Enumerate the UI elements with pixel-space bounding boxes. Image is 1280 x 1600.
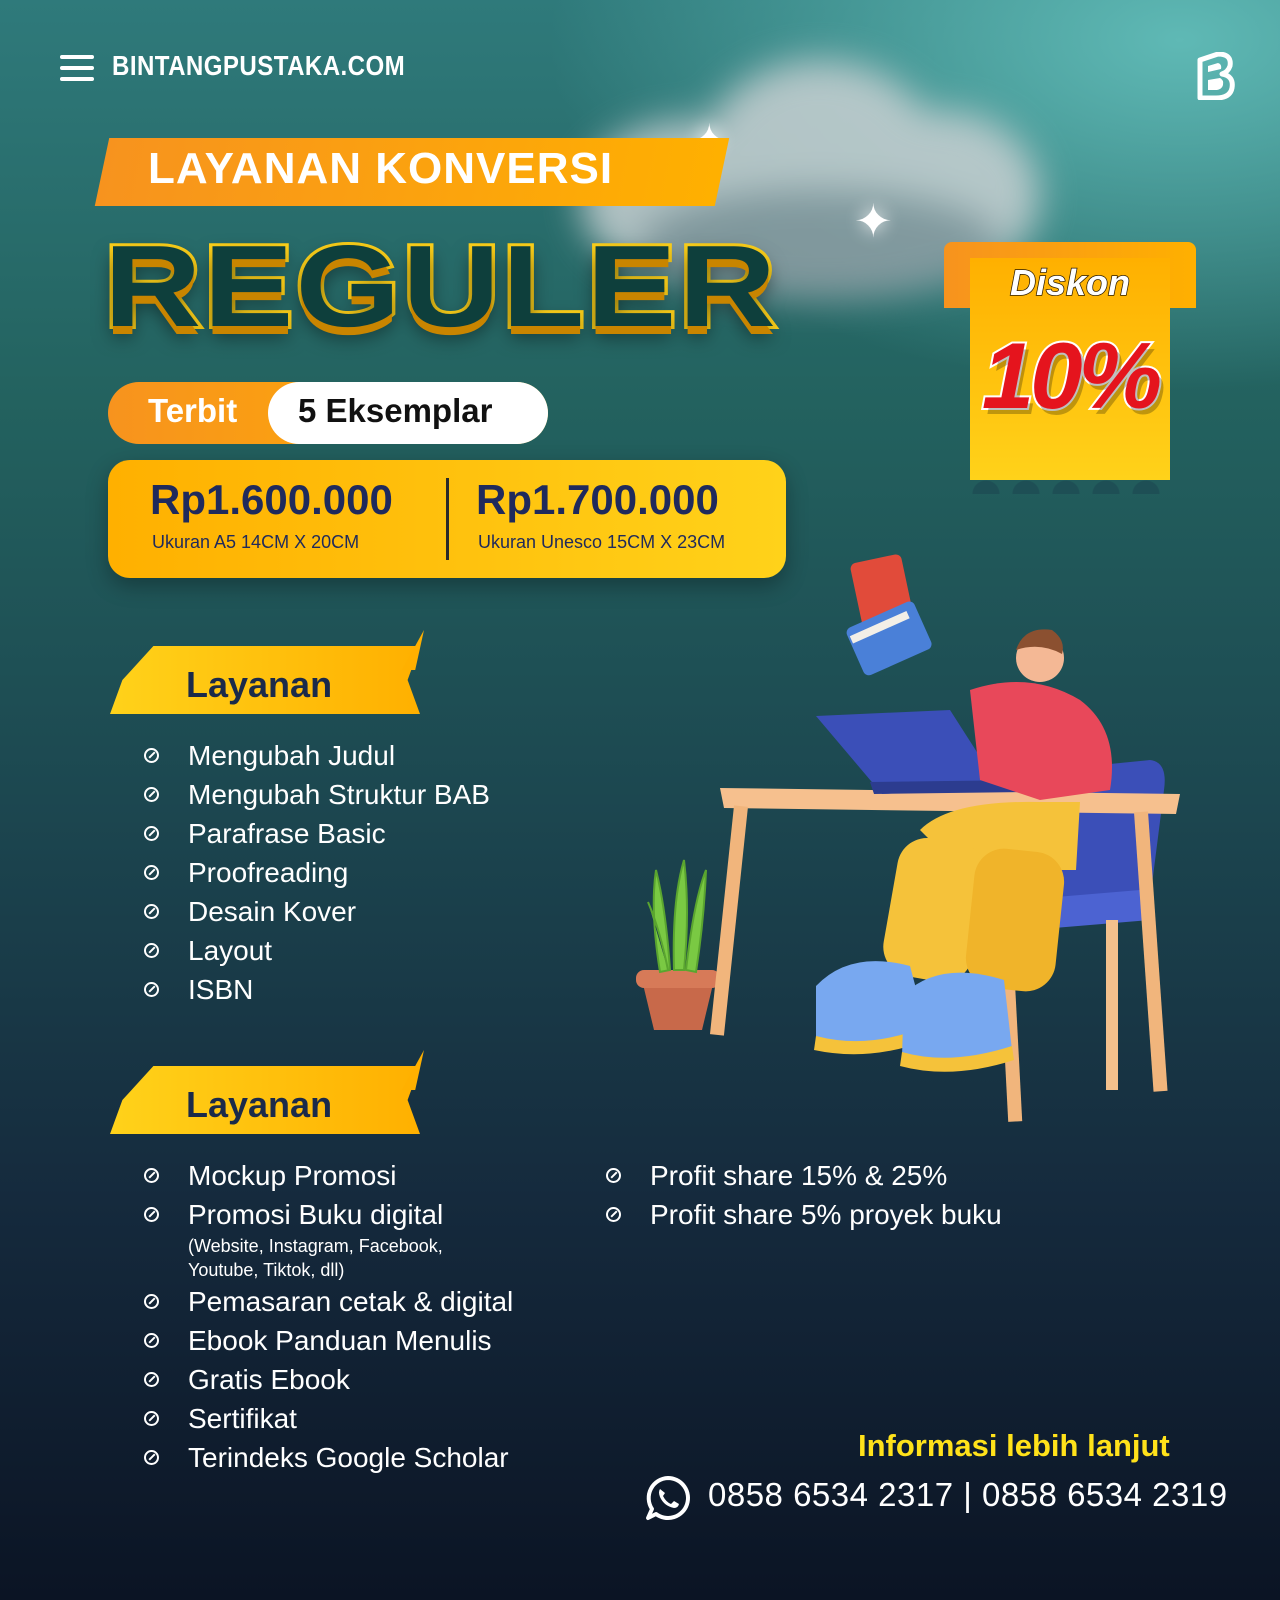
check-circle-icon xyxy=(144,1168,159,1183)
size-unesco: Ukuran Unesco 15CM X 23CM xyxy=(478,532,726,552)
list-item: Proofreading xyxy=(144,853,490,892)
sparkle-icon: ✦ xyxy=(854,194,893,248)
check-circle-icon xyxy=(144,1411,159,1426)
check-circle-icon xyxy=(144,982,159,997)
list-item: Pemasaran cetak & digital xyxy=(144,1282,513,1321)
list-item: Layout xyxy=(144,931,490,970)
list-item-note: Youtube, Tiktok, dll) xyxy=(188,1260,345,1280)
price-a5: Rp1.600.000 xyxy=(150,476,393,523)
books-icon xyxy=(845,553,934,677)
list-item: Terindeks Google Scholar xyxy=(144,1438,513,1477)
price-unesco: Rp1.700.000 xyxy=(476,476,719,523)
check-circle-icon xyxy=(144,1294,159,1309)
list-item: Sertifikat xyxy=(144,1399,513,1438)
whatsapp-icon[interactable] xyxy=(644,1474,692,1522)
check-circle-icon xyxy=(144,1372,159,1387)
plant-icon xyxy=(636,860,720,1030)
discount-label: Diskon xyxy=(1009,262,1131,303)
check-circle-icon xyxy=(144,904,159,919)
check-circle-icon xyxy=(144,787,159,802)
list-item-note: (Website, Instagram, Facebook, xyxy=(188,1236,443,1256)
section-title: Layanan xyxy=(186,1084,333,1125)
service-title: LAYANAN KONVERSI xyxy=(148,144,614,193)
brand-name[interactable]: BINTANGPUSTAKA.COM xyxy=(112,50,406,81)
check-circle-icon xyxy=(606,1168,621,1183)
list-item: Ebook Panduan Menulis xyxy=(144,1321,513,1360)
list-item: Profit share 15% & 25% xyxy=(606,1156,1002,1195)
terbit-label: Terbit xyxy=(148,392,238,429)
check-circle-icon xyxy=(144,1207,159,1222)
check-circle-icon xyxy=(144,943,159,958)
service-list xyxy=(144,736,490,1009)
list-item: Profit share 5% proyek buku xyxy=(606,1195,1002,1234)
info-title: Informasi lebih lanjut xyxy=(858,1428,1170,1463)
price-divider xyxy=(446,478,449,560)
check-circle-icon xyxy=(144,748,159,763)
list-item: Mockup Promosi xyxy=(144,1156,513,1195)
check-circle-icon xyxy=(144,1450,159,1465)
check-circle-icon xyxy=(144,1333,159,1348)
check-circle-icon xyxy=(144,865,159,880)
discount-badge xyxy=(944,242,1196,490)
terbit-value: 5 Eksemplar xyxy=(298,392,493,429)
list-item: Parafrase Basic xyxy=(144,814,490,853)
brand-logo-icon xyxy=(1194,52,1236,100)
check-circle-icon xyxy=(606,1207,621,1222)
service-list-right xyxy=(606,1156,1002,1234)
list-item: Gratis Ebook xyxy=(144,1360,513,1399)
package-title: REGULER xyxy=(104,221,779,351)
list-item: Promosi Buku digital (Website, Instagram, Facebook, Youtube, Tiktok, dll) xyxy=(144,1195,513,1282)
person-at-desk-illustration xyxy=(620,550,1200,1150)
list-item: ISBN xyxy=(144,970,490,1009)
menu-icon[interactable] xyxy=(60,55,94,81)
phone-numbers[interactable]: 0858 6534 2317 | 0858 6534 2319 xyxy=(708,1476,1228,1513)
service-list-left xyxy=(144,1156,513,1477)
list-item: Mengubah Struktur BAB xyxy=(144,775,490,814)
size-a5: Ukuran A5 14CM X 20CM xyxy=(152,532,360,552)
check-circle-icon xyxy=(144,826,159,841)
list-item: Desain Kover xyxy=(144,892,490,931)
section-title: Layanan xyxy=(186,664,333,705)
list-item: Mengubah Judul xyxy=(144,736,490,775)
discount-value: 10% xyxy=(981,323,1159,428)
